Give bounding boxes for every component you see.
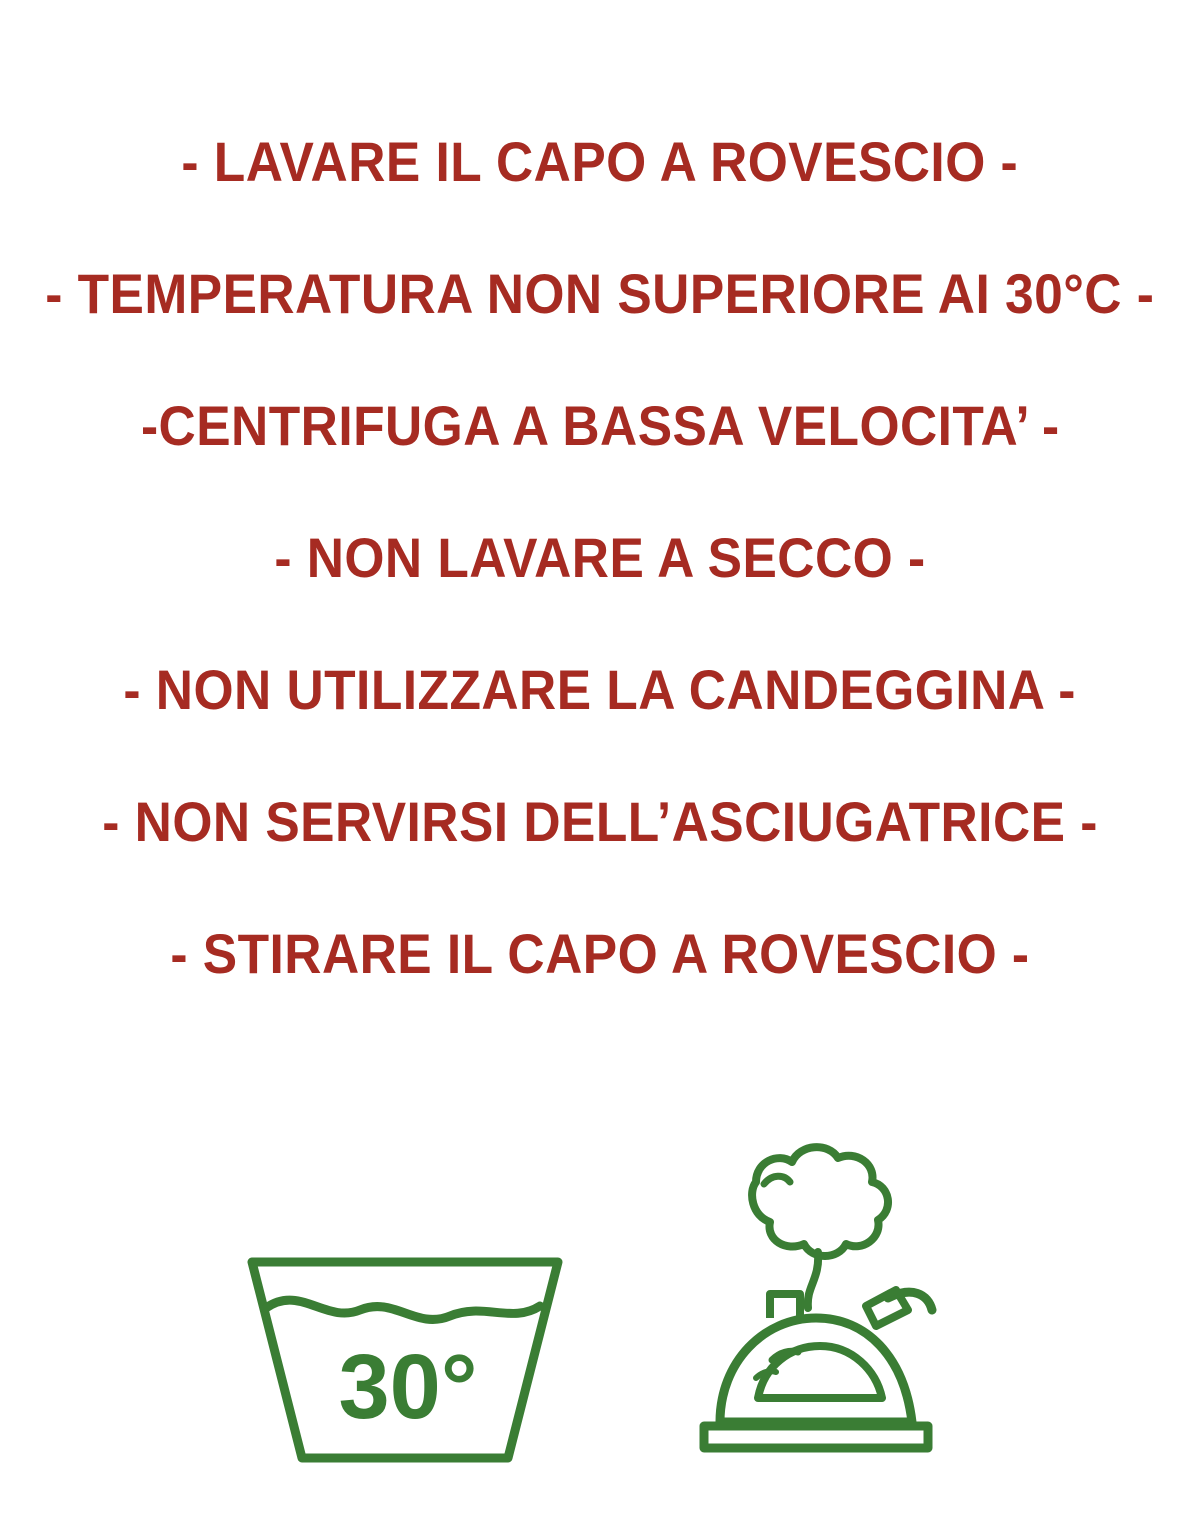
care-instruction-line: - TEMPERATURA NON SUPERIORE AI 30°C - [45,262,1155,325]
care-instruction-line: - NON LAVARE A SECCO - [274,526,926,589]
care-instruction-line: - LAVARE IL CAPO A ROVESCIO - [181,130,1019,193]
care-symbols-row [0,1090,1200,1470]
wash-temperature-label: 30° [338,1336,478,1438]
wash-30-symbol [240,1250,570,1470]
care-instructions-list [0,96,1200,1020]
care-instruction-line: -CENTRIFUGA A BASSA VELOCITA’ - [140,394,1060,457]
care-instruction-line: - NON SERVIRSI DELL’ASCIUGATRICE - [102,790,1098,853]
care-instruction-line: - STIRARE IL CAPO A ROVESCIO - [170,922,1030,985]
iron-steam-symbol [660,1130,960,1470]
care-instruction-line: - NON UTILIZZARE LA CANDEGGINA - [123,658,1077,721]
